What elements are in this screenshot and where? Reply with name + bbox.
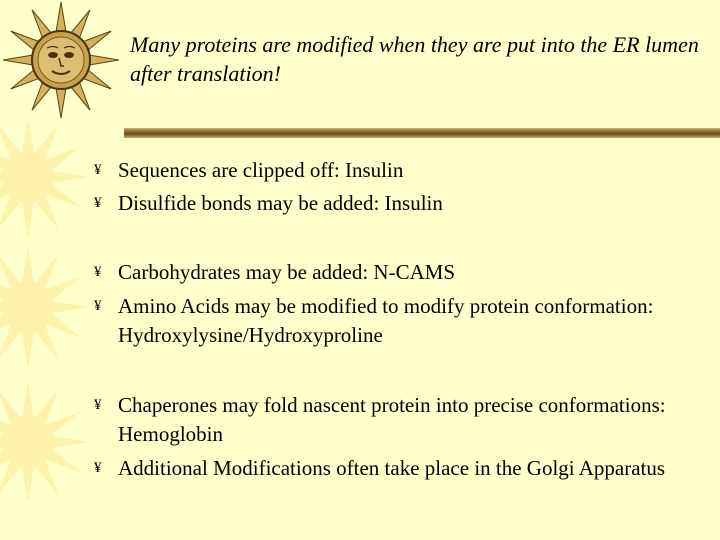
sun-logo [0, 0, 122, 122]
sun-face-icon [0, 0, 122, 122]
sun-icon [0, 380, 90, 504]
bullet-marker: ¥ [94, 298, 102, 314]
bullet-marker: ¥ [94, 460, 102, 476]
bullet-text: Additional Modifications often take place in the Golgi Apparatus [118, 456, 666, 480]
bullet-marker: ¥ [94, 162, 102, 178]
bullet-marker: ¥ [94, 264, 102, 280]
bullet-text: Carbohydrates may be added: N-CAMS [118, 260, 456, 284]
sun-icon [0, 245, 90, 369]
slide-title: Many proteins are modified when they are put into the ER lumen after translation! [130, 32, 699, 86]
bullet-text: Chaperones may fold nascent protein into precise conformations: Hemoglobin [118, 393, 666, 446]
bullet-text: Sequences are clipped off: Insulin [118, 158, 404, 182]
bullet-marker: ¥ [94, 195, 102, 211]
bullet-text: Amino Acids may be modified to modify protein conformation: Hydroxylysine/Hydroxyproline [118, 294, 654, 347]
bullet-marker: ¥ [94, 397, 102, 413]
sun-icon [0, 122, 90, 239]
title-divider [124, 128, 720, 138]
bullet-text: Disulfide bonds may be added: Insulin [118, 191, 443, 215]
